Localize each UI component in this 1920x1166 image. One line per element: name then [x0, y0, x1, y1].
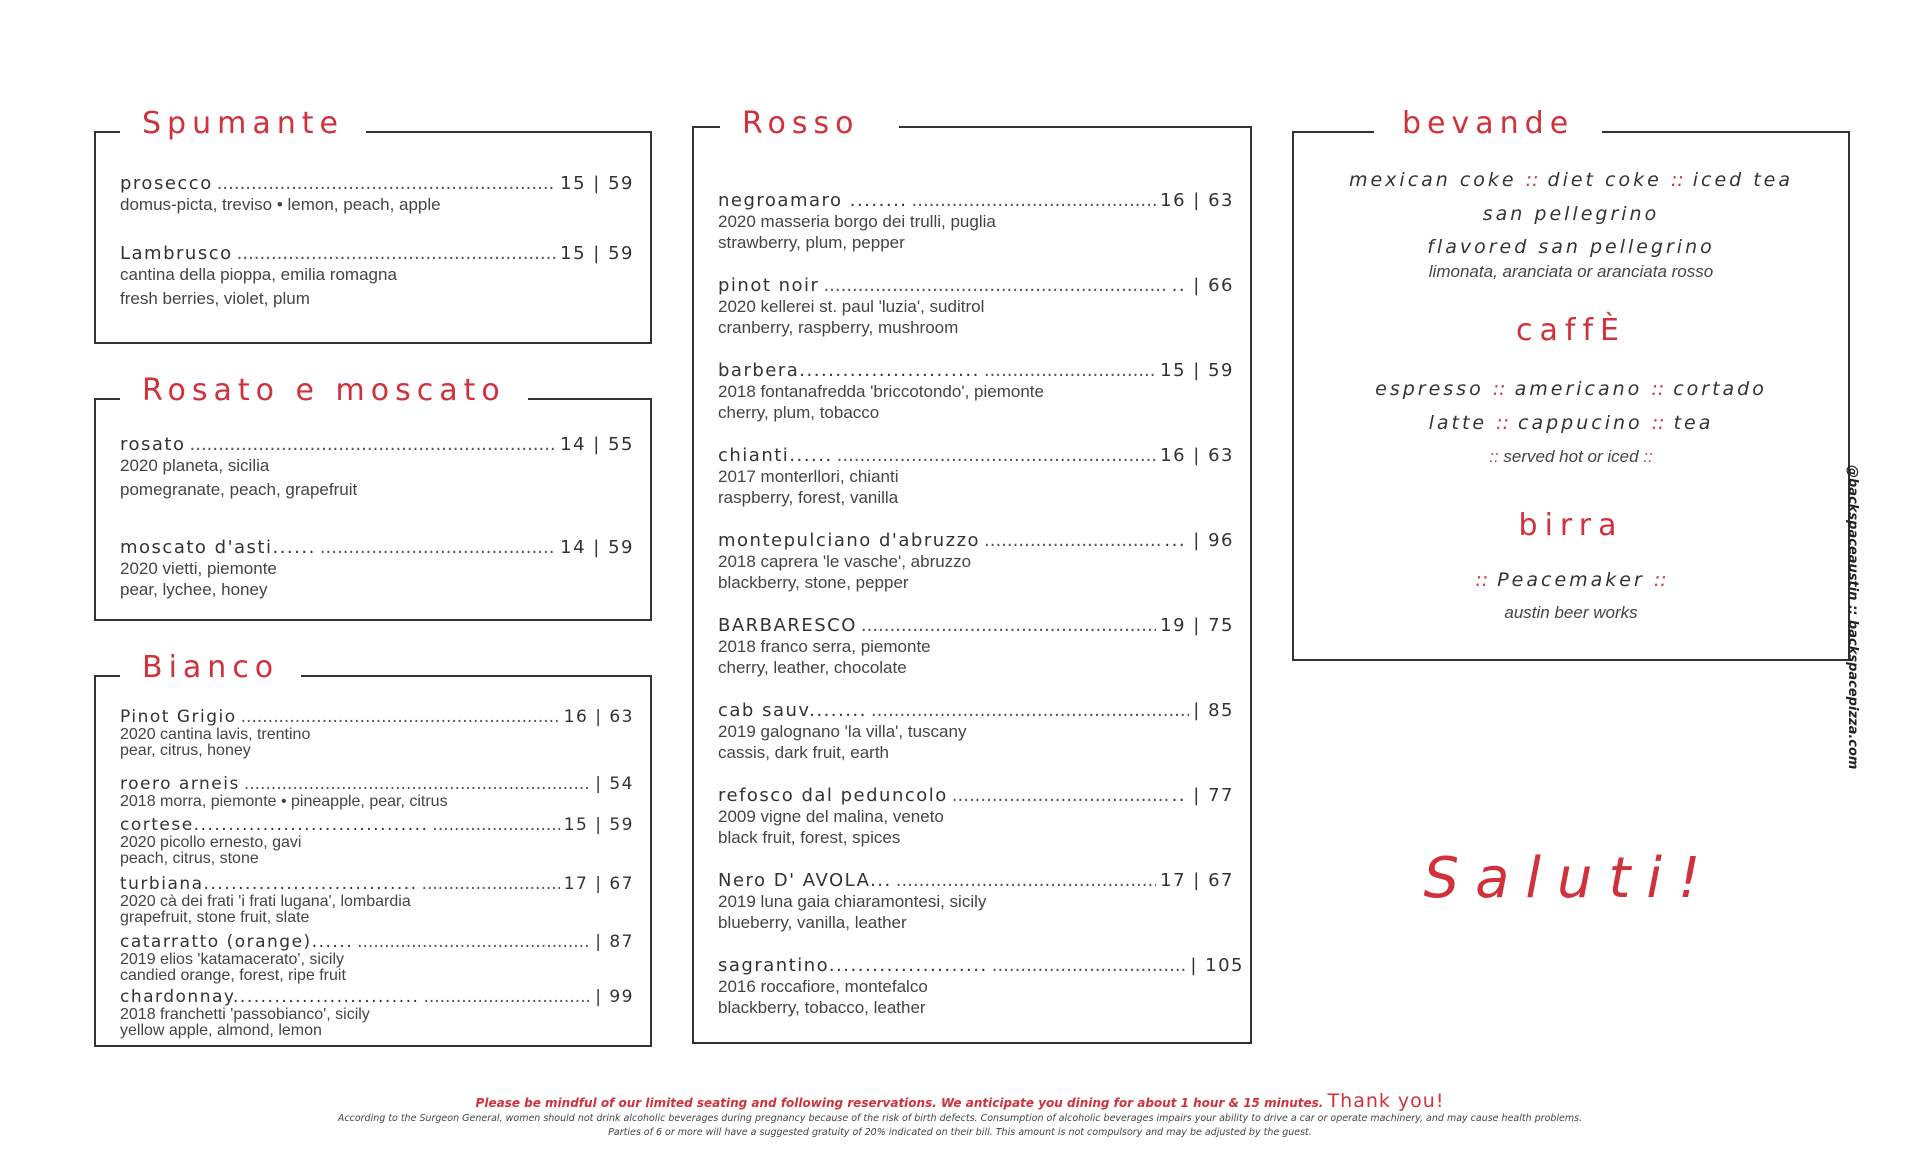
- wine-notes: peach, citrus, stone: [120, 850, 259, 867]
- wine-notes: pear, lychee, honey: [120, 580, 268, 599]
- drink-item: cappucino: [1518, 412, 1643, 434]
- wine-price: 17 | 67: [1160, 870, 1234, 891]
- wine-price: .. | 66: [1171, 275, 1234, 296]
- wine-item: [120, 434, 634, 500]
- wine-notes: cassis, dark fruit, earth: [718, 743, 890, 762]
- rosato-title: Rosato e moscato: [120, 374, 528, 408]
- wine-desc: 2018 caprera 'le vasche', abruzzo: [718, 552, 972, 571]
- wine-desc: 2020 planeta, sicilia: [120, 456, 270, 475]
- surgeon-general-warning: According to the Surgeon General, women should not drink alcoholic beverages during pregnancy because of the risk of birth defects. Consumption of alcoholic beverages impairs your ability to drive a car or operate machinery, and may cause health problems.: [337, 1113, 1583, 1124]
- wine-name: negroamaro ........: [718, 190, 908, 211]
- caffe-title: caffÈ: [1516, 313, 1626, 348]
- wine-price: 15 | 59: [560, 243, 634, 264]
- wine-price: | 85: [1193, 700, 1234, 721]
- wine-desc: 2020 picollo ernesto, gavi: [120, 834, 302, 851]
- wine-notes: raspberry, forest, vanilla: [718, 488, 899, 507]
- leader-dots: [912, 190, 1157, 211]
- wine-desc: 2019 luna gaia chiaramontesi, sicily: [718, 892, 987, 911]
- bianco-title: Bianco: [120, 651, 301, 685]
- wine-item: [120, 537, 634, 600]
- separator: ::: [1496, 412, 1509, 434]
- gratuity-notice: Parties of 6 or more will have a suggested gratuity of 20% indicated on their bill. This amount is not compulsory and may be adjusted by the guest.: [608, 1127, 1312, 1138]
- wine-desc: 2020 kellerei st. paul 'luzia', suditrol: [718, 297, 985, 316]
- beer-item: Peacemaker: [1497, 569, 1645, 591]
- wine-desc: 2017 monterllori, chianti: [718, 467, 899, 486]
- wine-notes: blackberry, stone, pepper: [718, 573, 909, 592]
- wine-price: 16 | 63: [563, 707, 634, 727]
- wine-price: | 54: [595, 774, 634, 794]
- beer-line: [1294, 569, 1848, 591]
- leader-dots: [432, 815, 559, 835]
- wine-item: [120, 774, 634, 810]
- wine-price: | 105: [1190, 955, 1244, 976]
- wine-name: pinot noir: [718, 275, 820, 296]
- wine-desc: 2020 cantina lavis, trentino: [120, 726, 311, 743]
- wine-name: Nero D' AVOLA...: [718, 870, 892, 891]
- leader-dots: [241, 707, 560, 727]
- saluti-signoff: Saluti!: [1423, 846, 1717, 911]
- wine-name: Lambrusco: [120, 243, 233, 264]
- leader-dots: [422, 874, 560, 894]
- wine-desc: 2018 morra, piemonte • pineapple, pear, citrus: [120, 793, 448, 810]
- wine-name: refosco dal peduncolo: [718, 785, 948, 806]
- drink-item: diet coke: [1547, 169, 1662, 191]
- wine-name: rosato: [120, 434, 186, 455]
- wine-item: [120, 987, 634, 1039]
- separator: ::: [1475, 569, 1489, 591]
- separator: ::: [1489, 447, 1499, 466]
- wine-desc: 2018 franco serra, piemonte: [718, 637, 931, 656]
- wine-item: [718, 700, 1234, 763]
- wine-price: 19 | 75: [1160, 615, 1234, 636]
- bianco-section: [94, 650, 652, 1047]
- leader-dots: [423, 987, 591, 1007]
- wine-notes: cherry, plum, tobacco: [718, 403, 880, 422]
- wine-price: 17 | 67: [563, 874, 634, 894]
- wine-name: catarratto (orange)......: [120, 932, 354, 952]
- wine-notes: candied orange, forest, ripe fruit: [120, 967, 346, 984]
- leader-dots: [237, 243, 557, 264]
- drink-item: san pellegrino: [1482, 203, 1660, 225]
- rosso-title: Rosso: [720, 107, 899, 141]
- wine-desc: domus-picta, treviso • lemon, peach, apple: [120, 195, 441, 214]
- wine-price: 16 | 63: [1160, 190, 1234, 211]
- coffee-line: [1294, 412, 1848, 434]
- separator: ::: [1670, 169, 1684, 191]
- bevande-title: bevande: [1374, 107, 1602, 141]
- wine-name: cortese..................................: [120, 815, 429, 835]
- footer-notice: [0, 1090, 1920, 1112]
- wine-desc: 2009 vigne del malina, veneto: [718, 807, 944, 826]
- thank-you: Thank you!: [1327, 1090, 1445, 1112]
- wine-name: BARBARESCO: [718, 615, 857, 636]
- wine-name: montepulciano d'abruzzo: [718, 530, 981, 551]
- wine-item: [120, 815, 634, 867]
- wine-price: ... | 96: [1164, 530, 1234, 551]
- wine-item: [120, 874, 634, 926]
- leader-dots: [320, 537, 556, 558]
- leader-dots: [896, 870, 1156, 891]
- wine-notes: pear, citrus, honey: [120, 742, 251, 759]
- wine-name: prosecco: [120, 173, 213, 194]
- wine-name: moscato d'asti......: [120, 537, 316, 558]
- wine-price: 16 | 63: [1160, 445, 1234, 466]
- separator: ::: [1525, 169, 1539, 191]
- wine-desc: 2020 vietti, piemonte: [120, 559, 277, 578]
- spumante-section: [94, 106, 652, 344]
- wine-price: .. | 77: [1171, 785, 1234, 806]
- wine-name: barbera.........................: [718, 360, 980, 381]
- drink-item: tea: [1673, 412, 1714, 434]
- soft-drinks-line: [1294, 169, 1848, 191]
- rosato-section: [94, 373, 652, 621]
- leader-dots: [244, 774, 591, 794]
- leader-dots: [217, 173, 556, 194]
- wine-item: [718, 785, 1234, 848]
- separator: ::: [1651, 412, 1665, 434]
- wine-notes: fresh berries, violet, plum: [120, 289, 310, 308]
- leader-dots: [992, 955, 1187, 976]
- coffee-note-text: served hot or iced: [1503, 447, 1639, 466]
- wine-item: [120, 243, 634, 309]
- wine-item: [718, 530, 1234, 593]
- coffee-note: [1294, 447, 1848, 467]
- spumante-title: Spumante: [120, 107, 366, 141]
- coffee-line: [1294, 378, 1848, 400]
- separator: ::: [1492, 378, 1506, 400]
- beer-brewery: austin beer works: [1504, 603, 1638, 622]
- birra-title: birra: [1518, 508, 1624, 543]
- wine-item: [718, 190, 1234, 253]
- wine-price: 15 | 59: [560, 173, 634, 194]
- wine-item: [718, 870, 1234, 933]
- wine-item: [120, 173, 634, 215]
- drink-item: latte: [1428, 412, 1488, 434]
- rosso-section: [692, 106, 1252, 1044]
- bevande-section: [1292, 106, 1850, 661]
- drink-item: espresso: [1375, 378, 1484, 400]
- wine-notes: grapefruit, stone fruit, slate: [120, 909, 310, 926]
- wine-desc: 2018 fontanafredda 'briccotondo', piemonte: [718, 382, 1044, 401]
- drink-item: americano: [1514, 378, 1643, 400]
- drink-item: mexican coke: [1348, 169, 1517, 191]
- wine-name: chardonnay...........................: [120, 987, 420, 1007]
- separator: ::: [1651, 378, 1665, 400]
- wine-name: cab sauv........: [718, 700, 867, 721]
- wine-notes: blackberry, tobacco, leather: [718, 998, 926, 1017]
- wine-desc: 2019 galognano 'la villa', tuscany: [718, 722, 967, 741]
- wine-price: 15 | 59: [563, 815, 634, 835]
- wine-desc: 2020 masseria borgo dei trulli, puglia: [718, 212, 996, 231]
- wine-desc: 2019 elios 'katamacerato', sicily: [120, 951, 344, 968]
- leader-dots: [357, 932, 591, 952]
- drink-item: flavored san pellegrino: [1427, 236, 1715, 258]
- leader-dots: [837, 445, 1157, 466]
- wine-price: | 99: [595, 987, 634, 1007]
- wine-item: [718, 360, 1234, 423]
- leader-dots: [823, 275, 1167, 296]
- wine-name: Pinot Grigio: [120, 707, 237, 727]
- wine-name: chianti......: [718, 445, 833, 466]
- wine-name: roero arneis: [120, 774, 240, 794]
- social-handle: @backspaceaustin :: backspacepizza.com: [1845, 465, 1860, 770]
- wine-price: 14 | 59: [560, 537, 634, 558]
- wine-name: turbiana...............................: [120, 874, 418, 894]
- wine-price: | 87: [595, 932, 634, 952]
- wine-notes: blueberry, vanilla, leather: [718, 913, 907, 932]
- leader-dots: [190, 434, 557, 455]
- wine-notes: cherry, leather, chocolate: [718, 658, 907, 677]
- seating-notice: Please be mindful of our limited seating and following reservations. We anticipate you dining for about 1 hour & 15 minutes.: [475, 1096, 1324, 1110]
- separator: ::: [1643, 447, 1653, 466]
- wine-item: [718, 955, 1244, 1018]
- leader-dots: [861, 615, 1156, 636]
- leader-dots: [871, 700, 1189, 721]
- wine-item: [120, 707, 634, 759]
- drink-item: iced tea: [1692, 169, 1794, 191]
- wine-item: [718, 445, 1234, 508]
- wine-item: [718, 275, 1234, 338]
- wine-notes: cranberry, raspberry, mushroom: [718, 318, 959, 337]
- wine-notes: yellow apple, almond, lemon: [120, 1022, 322, 1039]
- wine-price: 14 | 55: [560, 434, 634, 455]
- wine-desc: cantina della pioppa, emilia romagna: [120, 265, 397, 284]
- drink-item: cortado: [1673, 378, 1767, 400]
- wine-desc: 2018 franchetti 'passobianco', sicily: [120, 1006, 370, 1023]
- leader-dots: [984, 530, 1160, 551]
- leader-dots: [952, 785, 1168, 806]
- wine-notes: pomegranate, peach, grapefruit: [120, 480, 358, 499]
- wine-desc: 2020 cà dei frati 'i frati lugana', lombardia: [120, 893, 411, 910]
- drink-flavors: limonata, aranciata or aranciata rosso: [1428, 262, 1714, 281]
- leader-dots: [984, 360, 1156, 381]
- wine-notes: strawberry, plum, pepper: [718, 233, 905, 252]
- wine-name: sagrantino......................: [718, 955, 988, 976]
- wine-desc: 2016 roccafiore, montefalco: [718, 977, 928, 996]
- wine-notes: black fruit, forest, spices: [718, 828, 901, 847]
- wine-item: [120, 932, 634, 984]
- separator: ::: [1653, 569, 1667, 591]
- wine-price: 15 | 59: [1160, 360, 1234, 381]
- wine-item: [718, 615, 1234, 678]
